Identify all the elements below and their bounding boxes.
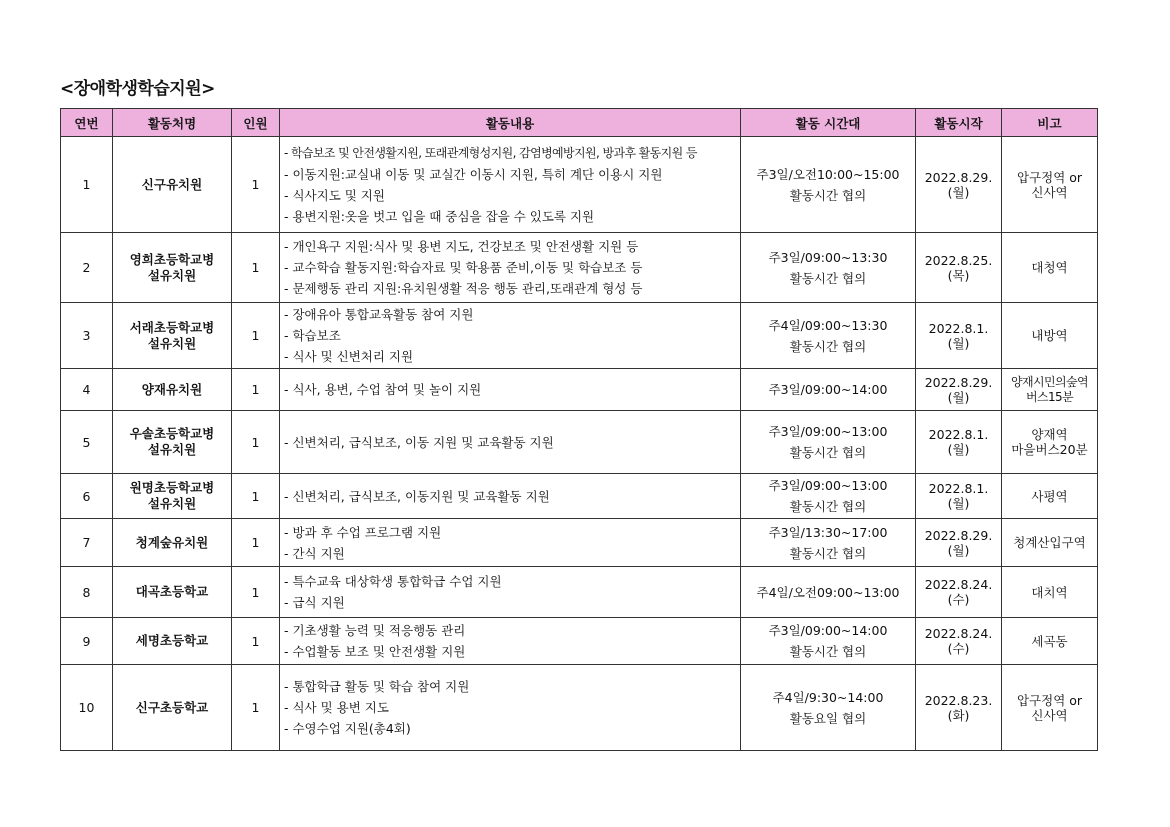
header-start: 활동시작: [916, 109, 1002, 137]
activity-time: 주4일/9:30~14:00 활동요일 협의: [741, 665, 916, 751]
place-name: 양재유치원: [113, 369, 232, 411]
activity-time: 주3일/09:00~13:00 활동시간 협의: [741, 411, 916, 474]
content-line: - 급식 지원: [284, 595, 345, 610]
header-place: 활동처명: [113, 109, 232, 137]
row-number: 6: [61, 474, 113, 519]
table-row: [61, 411, 1098, 474]
note: 양재시민의숲역 버스15분: [1002, 369, 1098, 411]
table-row: [61, 618, 1098, 665]
note: 압구정역 or 신사역: [1002, 137, 1098, 233]
content-line: - 개인욕구 지원:식사 및 용변 지도, 건강보조 및 안전생활 지원 등: [284, 239, 639, 254]
row-number: 3: [61, 303, 113, 369]
place-name: 서래초등학교병 설유치원: [113, 303, 232, 369]
activity-content: [280, 233, 741, 303]
content-line: - 통합학급 활동 및 학습 참여 지원: [284, 679, 470, 694]
content-line: - 학습보조 및 안전생활지원, 또래관계형성지원, 감염병예방지원, 방과후 활동지원 등: [284, 145, 697, 160]
note: 대청역: [1002, 233, 1098, 303]
place-name: 세명초등학교: [113, 618, 232, 665]
row-number: 10: [61, 665, 113, 751]
content-line: - 용변지원:옷을 벗고 입을 때 중심을 잡을 수 있도록 지원: [284, 208, 595, 224]
people-count: 1: [232, 474, 280, 519]
row-number: 7: [61, 519, 113, 567]
start-date: 2022.8.1. (월): [916, 411, 1002, 474]
content-line: - 식사지도 및 지원: [284, 187, 385, 203]
table-header-row: [61, 109, 1098, 137]
note: 압구정역 or 신사역: [1002, 665, 1098, 751]
note: 사평역: [1002, 474, 1098, 519]
start-date: 2022.8.29. (월): [916, 137, 1002, 233]
content-line: - 식사 및 신변처리 지원: [284, 349, 414, 364]
header-no: 연번: [61, 109, 113, 137]
people-count: 1: [232, 411, 280, 474]
activity-content: [280, 567, 741, 618]
row-number: 4: [61, 369, 113, 411]
table-row: [61, 665, 1098, 751]
note: 대치역: [1002, 567, 1098, 618]
content-line: - 수업활동 보조 및 안전생활 지원: [284, 644, 466, 659]
activity-content: [280, 618, 741, 665]
start-date: 2022.8.23. (화): [916, 665, 1002, 751]
table-row: [61, 369, 1098, 411]
people-count: 1: [232, 618, 280, 665]
content-line: - 식사, 용변, 수업 참여 및 놀이 지원: [284, 382, 482, 397]
start-date: 2022.8.29. (월): [916, 519, 1002, 567]
start-date: 2022.8.29. (월): [916, 369, 1002, 411]
content-line: - 간식 지원: [284, 545, 345, 561]
people-count: 1: [232, 519, 280, 567]
content-line: - 학습보조: [284, 328, 341, 343]
table-row: [61, 233, 1098, 303]
content-line: - 신변처리, 급식보조, 이동 지원 및 교육활동 지원: [284, 434, 554, 450]
note: 세곡동: [1002, 618, 1098, 665]
note: 양재역 마을버스20분: [1002, 411, 1098, 474]
people-count: 1: [232, 567, 280, 618]
row-number: 8: [61, 567, 113, 618]
activity-time: 주3일/09:00~14:00: [741, 369, 916, 411]
note: 청계산입구역: [1002, 519, 1098, 567]
table-row: [61, 137, 1098, 233]
content-line: - 신변처리, 급식보조, 이동지원 및 교육활동 지원: [284, 488, 550, 504]
activity-time: 주3일/09:00~13:00 활동시간 협의: [741, 474, 916, 519]
people-count: 1: [232, 665, 280, 751]
activity-time: 주3일/09:00~14:00 활동시간 협의: [741, 618, 916, 665]
activity-time: 주3일/09:00~13:30 활동시간 협의: [741, 233, 916, 303]
row-number: 2: [61, 233, 113, 303]
start-date: 2022.8.25. (목): [916, 233, 1002, 303]
table-row: [61, 474, 1098, 519]
place-name: 신구유치원: [113, 137, 232, 233]
place-name: 대곡초등학교: [113, 567, 232, 618]
start-date: 2022.8.24. (수): [916, 567, 1002, 618]
people-count: 1: [232, 137, 280, 233]
content-line: - 방과 후 수업 프로그램 지원: [284, 524, 442, 540]
content-line: - 수영수업 지원(총4회): [284, 721, 411, 736]
header-people: 인원: [232, 109, 280, 137]
row-number: 1: [61, 137, 113, 233]
header-content: 활동내용: [280, 109, 741, 137]
place-name: 우솔초등학교병 설유치원: [113, 411, 232, 474]
table-row: [61, 303, 1098, 369]
activity-time: 주3일/오전10:00~15:00 활동시간 협의: [741, 137, 916, 233]
content-line: - 기초생활 능력 및 적응행동 관리: [284, 623, 466, 638]
activity-time: 주3일/13:30~17:00 활동시간 협의: [741, 519, 916, 567]
place-name: 영희초등학교병 설유치원: [113, 233, 232, 303]
header-note: 비고: [1002, 109, 1098, 137]
activity-content: [280, 369, 741, 411]
table-row: [61, 567, 1098, 618]
activity-content: [280, 665, 741, 751]
activity-content: [280, 519, 741, 567]
page-title: <장애학생학습지원>: [60, 79, 215, 99]
activity-content: [280, 303, 741, 369]
activity-time: 주4일/09:00~13:30 활동시간 협의: [741, 303, 916, 369]
activity-content: [280, 474, 741, 519]
content-line: - 특수교육 대상학생 통합학급 수업 지원: [284, 574, 502, 589]
content-line: - 문제행동 관리 지원:유치원생활 적응 행동 관리,또래관계 형성 등: [284, 281, 643, 296]
start-date: 2022.8.1. (월): [916, 303, 1002, 369]
people-count: 1: [232, 303, 280, 369]
table-row: [61, 519, 1098, 567]
place-name: 원명초등학교병 설유치원: [113, 474, 232, 519]
start-date: 2022.8.24. (수): [916, 618, 1002, 665]
row-number: 9: [61, 618, 113, 665]
content-line: - 교수학습 활동지원:학습자료 및 학용품 준비,이동 및 학습보조 등: [284, 260, 643, 275]
people-count: 1: [232, 369, 280, 411]
content-line: - 장애유아 통합교육활동 참여 지원: [284, 307, 474, 322]
people-count: 1: [232, 233, 280, 303]
activity-content: [280, 137, 741, 233]
content-line: - 이동지원:교실내 이동 및 교실간 이동시 지원, 특히 계단 이용시 지원: [284, 166, 663, 182]
activity-time: 주4일/오전09:00~13:00: [741, 567, 916, 618]
activity-table: [60, 108, 1098, 751]
place-name: 청계숲유치원: [113, 519, 232, 567]
place-name: 신구초등학교: [113, 665, 232, 751]
start-date: 2022.8.1. (월): [916, 474, 1002, 519]
note: 내방역: [1002, 303, 1098, 369]
activity-content: [280, 411, 741, 474]
row-number: 5: [61, 411, 113, 474]
header-time: 활동 시간대: [741, 109, 916, 137]
content-line: - 식사 및 용변 지도: [284, 700, 389, 715]
